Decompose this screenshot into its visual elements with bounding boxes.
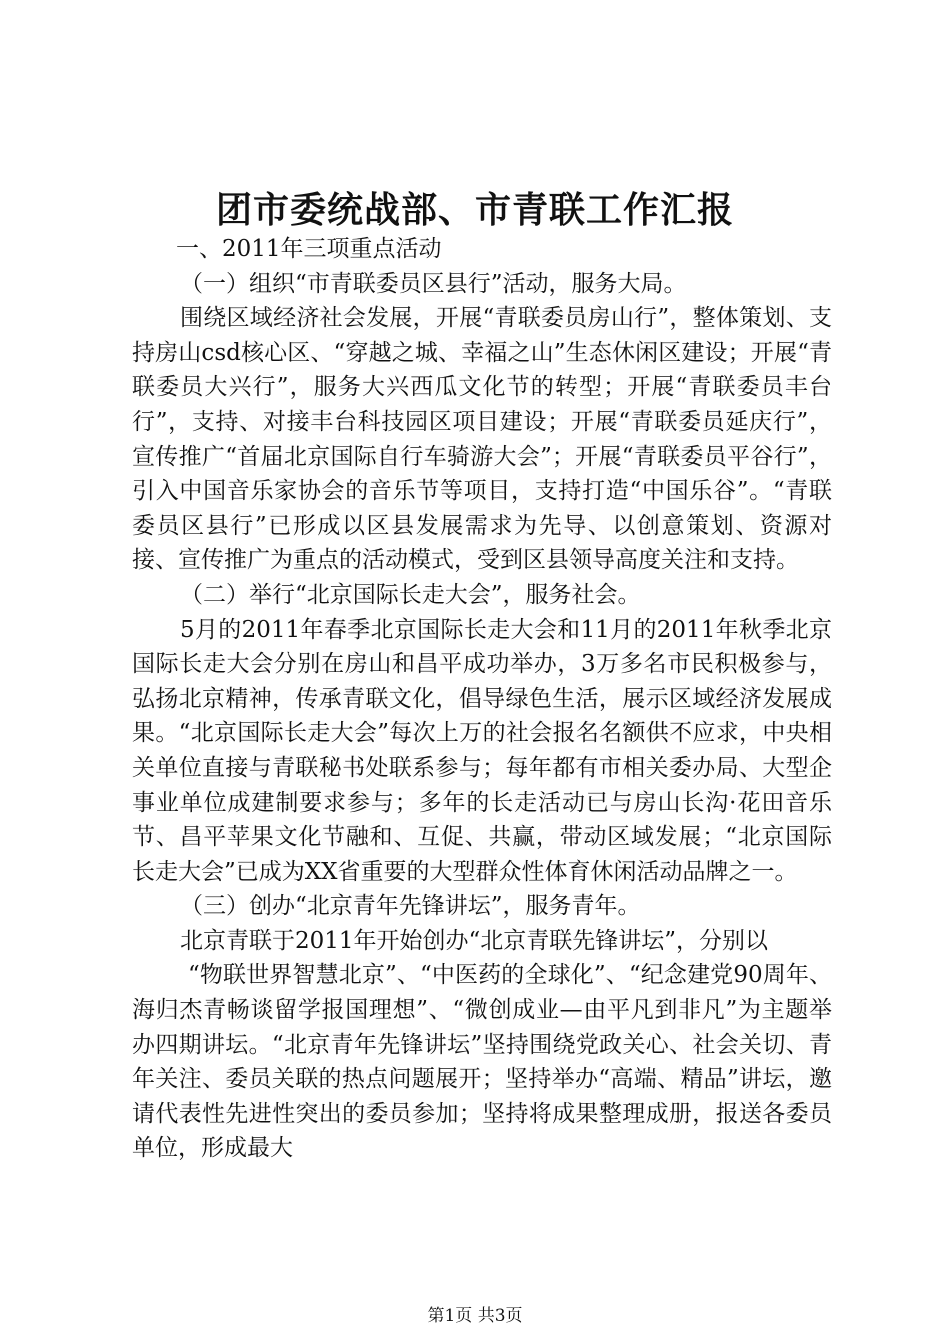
section-2-heading: （二）举行“北京国际长走大会”，服务社会。 xyxy=(180,581,641,608)
section-3-paragraph-intro: 北京青联于2011年开始创办“北京青联先锋讲坛”，分别以 xyxy=(180,927,769,954)
page-number: 第1页 共3页 xyxy=(427,1306,523,1326)
section-3-heading: （三）创办“北京青年先锋讲坛”，服务青年。 xyxy=(180,893,641,920)
section-3-paragraph: “物联世界智慧北京”、“中医药的全球化”、“纪念建党90周年、海归杰青畅谈留学报国理想”、“微创成业—由平凡到非凡”为主题举办四期讲坛。“北京青年先锋讲坛”坚持围绕党政关心、社会关切、青年关注、委员关联的热点问题展开；坚持举办“高端、精品”讲坛，邀请代表性先进性突出的委员参加；坚持将成果整理成册，报送各委员单位，形成最大 xyxy=(132,962,832,1162)
document-body xyxy=(132,232,832,1166)
document-title: 团市委统战部、市青联工作汇报 xyxy=(215,189,734,231)
heading-level-1: 一、2011年三项重点活动 xyxy=(176,236,442,262)
section-1-paragraph: 围绕区域经济社会发展，开展“青联委员房山行”，整体策划、支持房山csd核心区、“穿越之城、幸福之山”生态休闲区建设；开展“青联委员大兴行”，服务大兴西瓜文化节的转型；开展“青联委员丰台行”，支持、对接丰台科技园区项目建设；开展“青联委员延庆行”，宣传推广“首届北京国际自行车骑游大会”；开展“青联委员平谷行”，引入中国音乐家协会的音乐节等项目，支持打造“中国乐谷”。“青联委员区县行”已形成以区县发展需求为先导、以创意策划、资源对接、宣传推广为重点的活动模式，受到区县领导高度关注和支持。 xyxy=(132,305,832,574)
section-1-heading: （一）组织“市青联委员区县行”活动，服务大局。 xyxy=(180,270,687,297)
section-2-paragraph: 5月的2011年春季北京国际长走大会和11月的2011年秋季北京国际长走大会分别在房山和昌平成功举办，3万多名市民积极参与，弘扬北京精神，传承青联文化，倡导绿色生活，展示区域经济发展成果。“北京国际长走大会”每次上万的社会报名名额供不应求，中央相关单位直接与青联秘书处联系参与；每年都有市相关委办局、大型企事业单位成建制要求参与；多年的长走活动已与房山长沟·花田音乐节、昌平苹果文化节融和、互促、共赢，带动区域发展；“北京国际长走大会”已成为XX省重要的大型群众性体育休闲活动品牌之一。 xyxy=(132,616,832,885)
